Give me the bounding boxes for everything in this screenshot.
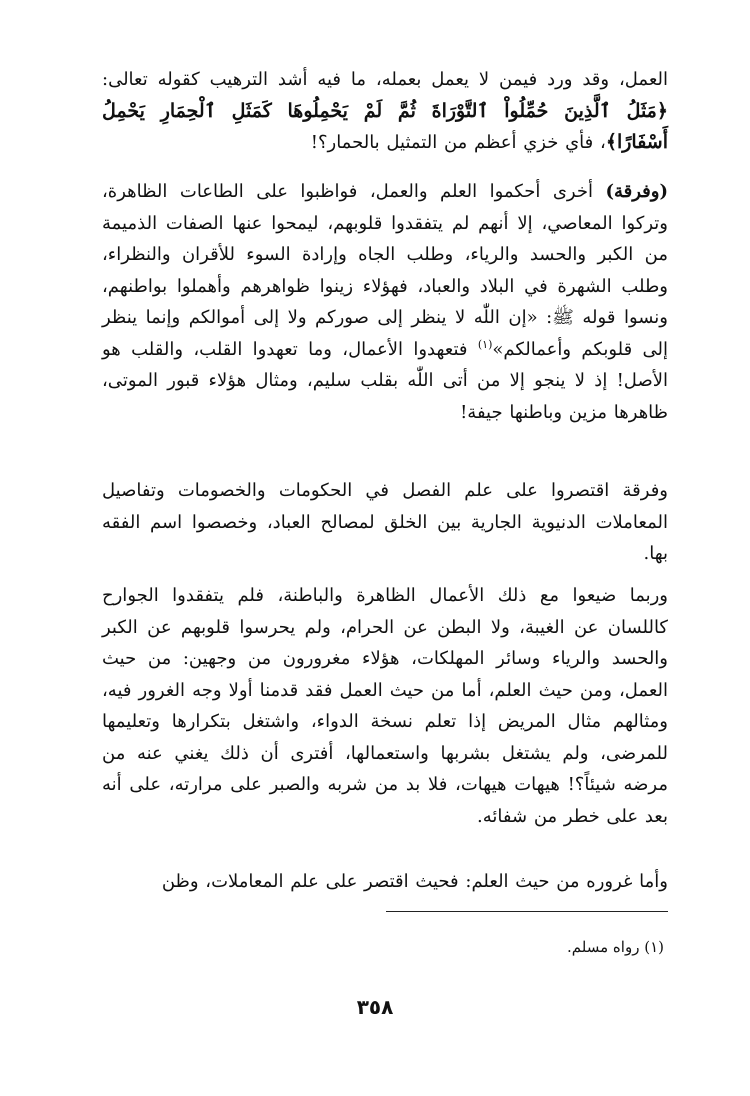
paragraph-1-text-a: العمل، وقد ورد فيمن لا يعمل بعمله، ما فيه أشد الترهيب كقوله تعالى: [102,69,668,90]
paragraph-2-lead: (وفرقة) [605,181,668,202]
paragraph-3 [102,475,668,570]
footnote-reference[interactable]: (١) [477,337,493,351]
quran-verse: ﴿مَثَلُ ٱلَّذِينَ حُمِّلُواْ ٱلتَّوْرَاةَ ثُمَّ لَمْ يَحْمِلُوهَا كَمَثَلِ ٱلْحِمَارِ يَحْمِلُ أَسْفَارًا﴾ [102,99,668,153]
page-number: ٣٥٨ [356,995,394,1019]
footnote-divider [386,911,668,912]
paragraph-5 [102,866,668,898]
paragraph-4 [102,580,668,832]
paragraph-1-text-b: ، فأي خزي أعظم من التمثيل بالحمار؟! [310,132,606,153]
paragraph-3-text: وفرقة اقتصروا على علم الفصل في الحكومات والخصومات وتفاصيل المعاملات الدنيوية الجارية بين الخلق لمصالح العباد، وخصصوا اسم الفقه بها. [102,480,668,564]
paragraph-2-text-b: فتعهدوا الأعمال، وما تعهدوا القلب، والقلب هو الأصل! إذ لا ينجو إلا من أتى اللّٰه بقلب سليم، ومثال هؤلاء قبور الموتى، ظاهرها مزين وباطنها جيفة! [102,338,668,423]
footnote-text: (١) رواه مسلم. [567,938,664,956]
paragraph-2 [102,176,668,428]
paragraph-1 [102,64,668,159]
paragraph-2-text-a: أخرى أحكموا العلم والعمل، فواظبوا على الطاعات الظاهرة، وتركوا المعاصي، إلا أنهم لم يتفقدوا قلوبهم، ليمحوا عنها الصفات الذميمة من الكبر والحسد والرياء، وطلب الجاه وإرادة السوء للأقران والنظراء، وطلب الشهرة في البلاد والعباد، فهؤلاء زينوا ظواهرهم وأهملوا بواطنهم، ونسوا قوله ﷺ: «إن اللّٰه لا ينظر إلى صوركم ولا إلى أموالكم وإنما ينظر إلى قلوبكم وأعمالكم» [102,181,669,360]
paragraph-4-text: وربما ضيعوا مع ذلك الأعمال الظاهرة والباطنة، فلم يتفقدوا الجوارح كاللسان عن الغيبة، ولا البطن عن الحرام، ولم يحرسوا قلوبهم عن الكبر والحسد والرياء وسائر المهلكات، هؤلاء مغرورون من وجهين: من حيث العمل، ومن حيث العلم، أما من حيث العمل فقد قدمنا أولا وجه الغرور فيه، ومثالهم مثال المريض إذا تعلم نسخة الدواء، واشتغل بتكرارها وتعليمها للمرضى، ولم يشتغل بشربها واستعمالها، أفترى أن ذلك يغني عنه من مرضه شيئاً؟! هيهات هيهات، فلا بد من شربه والصبر على مرارته، على أنه بعد على خطر من شفائه. [102,585,668,827]
paragraph-5-text: وأما غروره من حيث العلم: فحيث اقتصر على علم المعاملات، وظن [161,871,668,892]
